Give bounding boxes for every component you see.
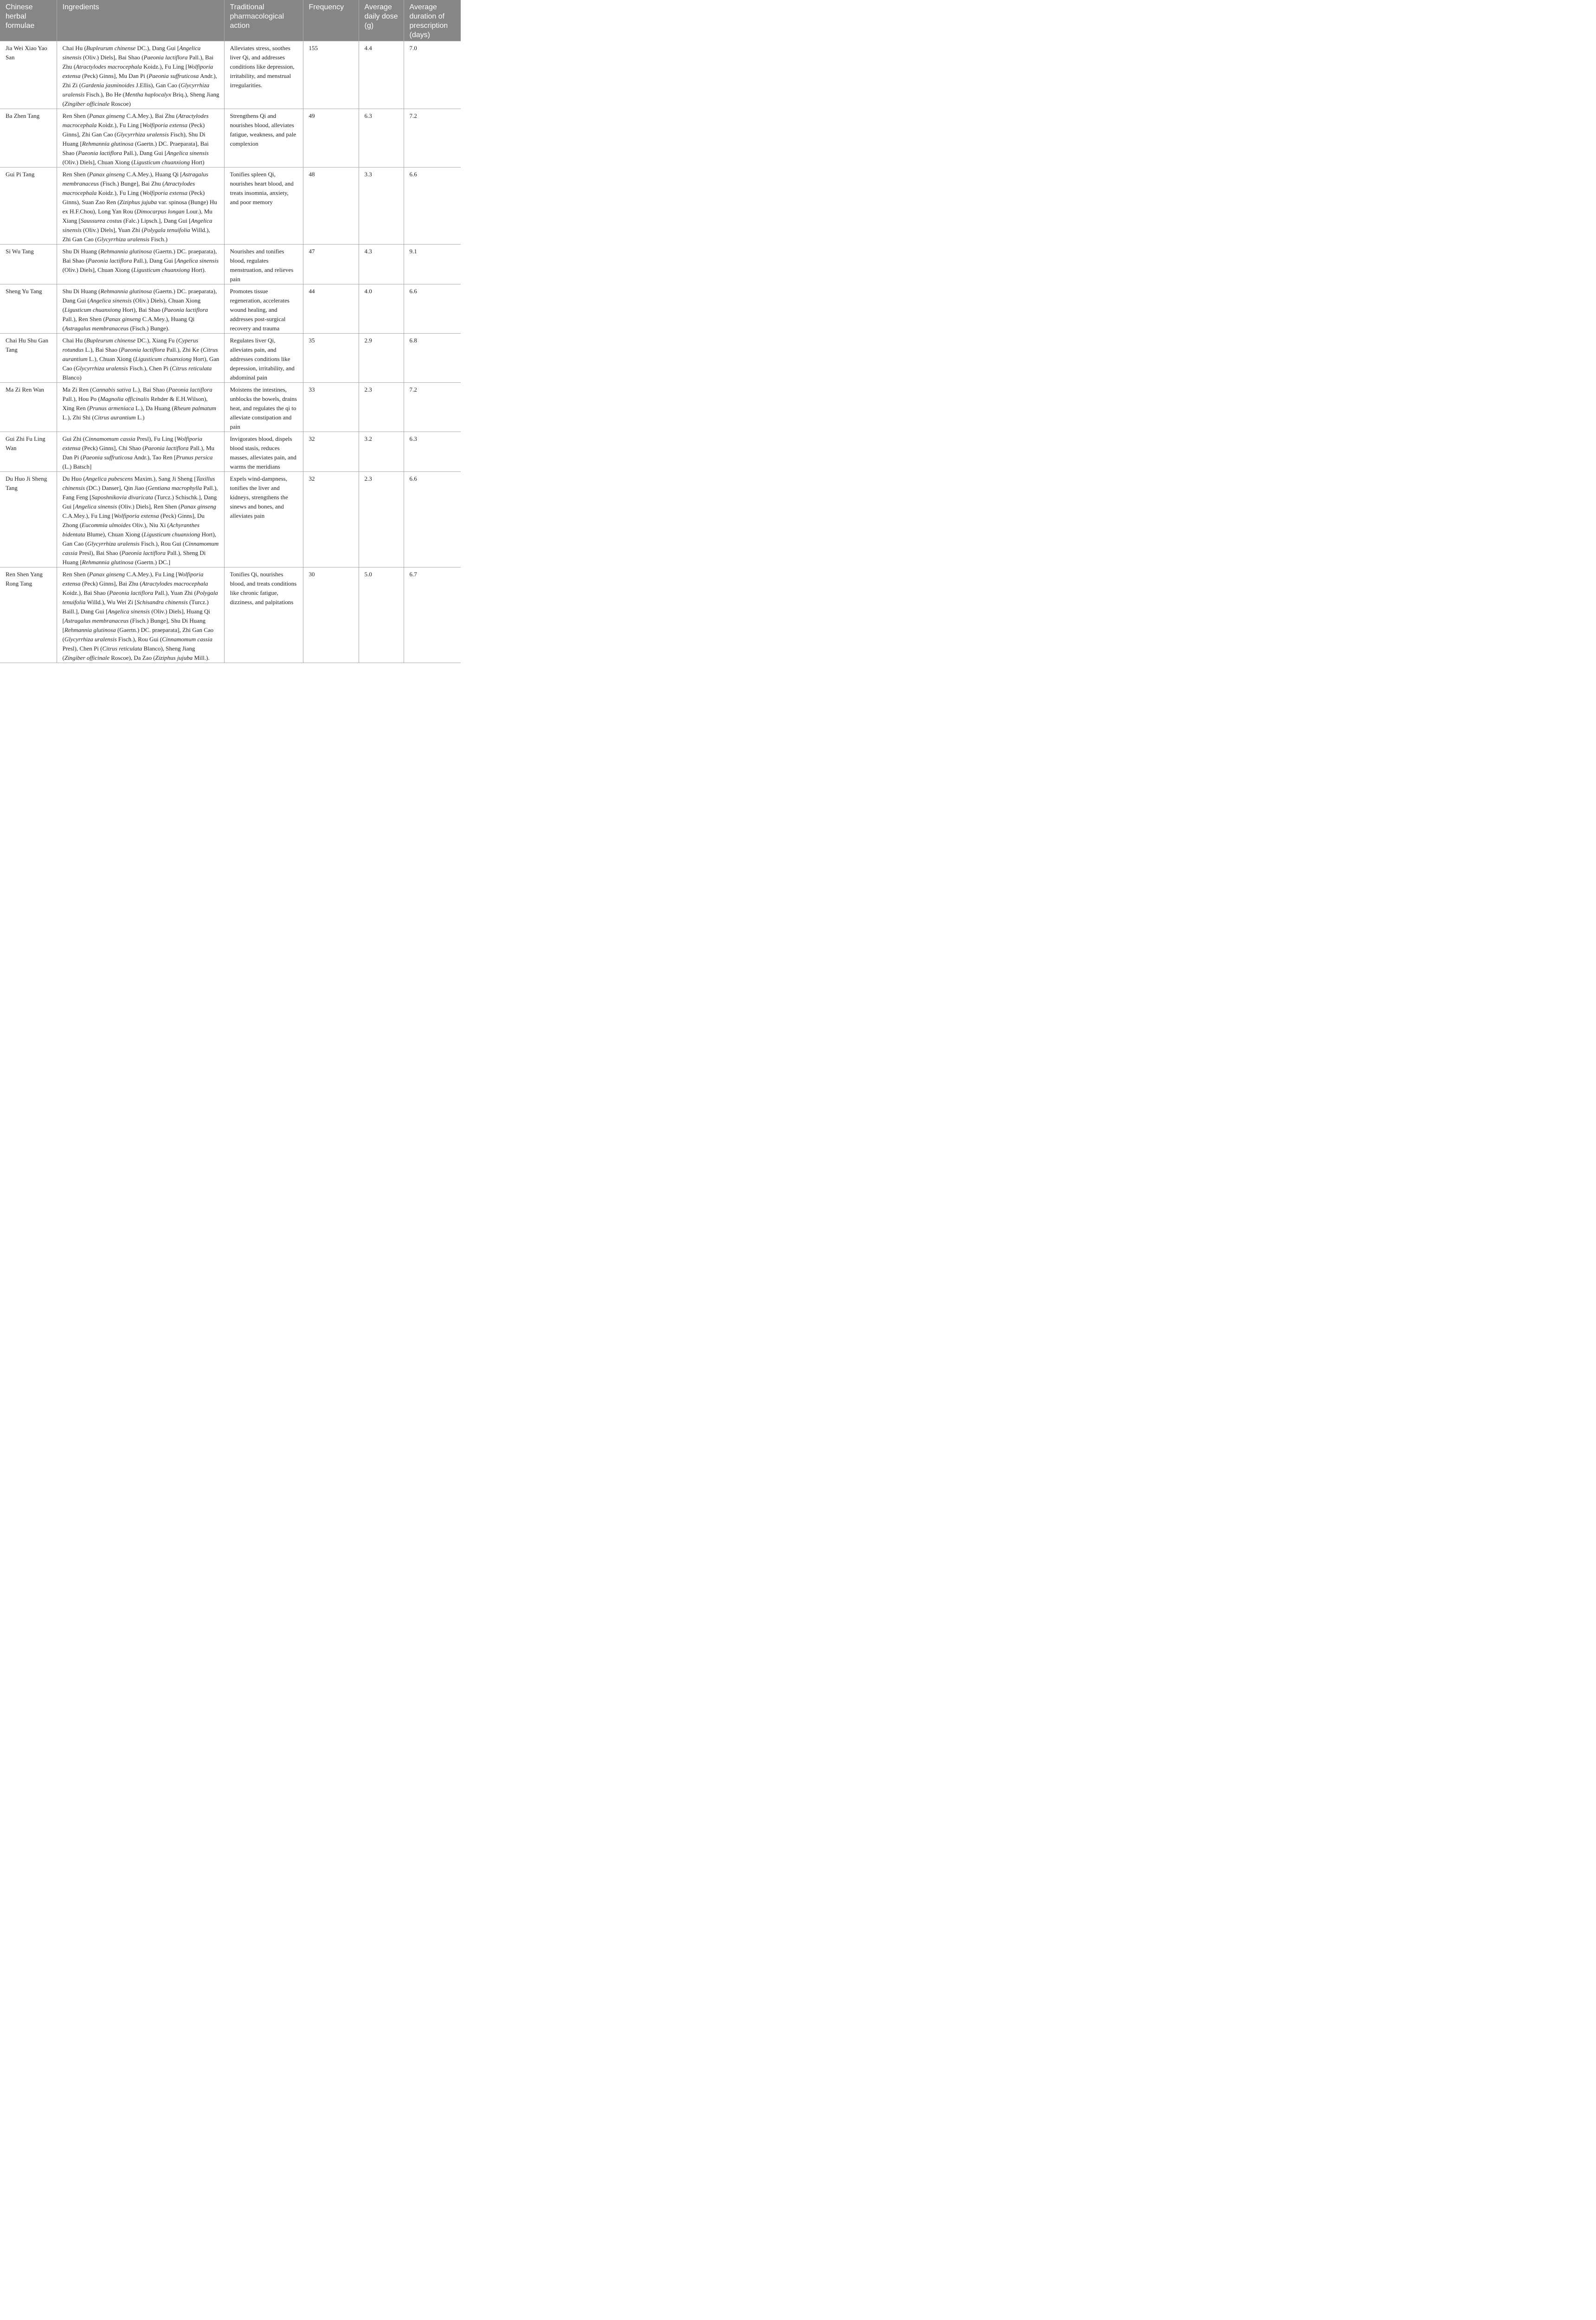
- ingredient-text: C.A.Mey.), Fu Ling [: [125, 571, 178, 578]
- species-name: Angelica sinensis: [176, 257, 219, 264]
- table-row: [0, 41, 461, 109]
- ingredient-text: Chai Hu (: [62, 45, 86, 52]
- table-row: [0, 472, 461, 567]
- ingredient-text: (Turcz.) Schischk.], Dang Gui [: [62, 494, 217, 510]
- species-name: Ziziphus jujuba: [119, 199, 157, 206]
- frequency-cell: 47: [303, 245, 359, 284]
- species-name: Polygala tenuifolia: [62, 589, 218, 606]
- species-name: Atractylodes macrocephala: [76, 63, 142, 70]
- species-name: Citrus reticulata: [102, 645, 142, 652]
- ingredient-text: (L.) Batsch]: [62, 463, 92, 470]
- species-name: Zingiber officinale: [64, 100, 109, 107]
- ingredient-text: Fisch.): [149, 236, 168, 243]
- species-name: Cinnamomum cassia: [62, 540, 219, 556]
- duration-cell: 7.2: [404, 383, 461, 432]
- species-name: Schisandra chinensis: [136, 599, 188, 606]
- ingredient-text: (Gaertn.) DC. praeparata), Dang Gui (: [62, 288, 217, 304]
- action-cell: Expels wind-dampness, tonifies the liver and kidneys, strengthens the sinews and bones, and alleviates pain: [224, 472, 303, 567]
- ingredient-text: (Gaertn.) DC. praeparata], Zhi Gan Cao (: [62, 626, 214, 643]
- species-name: Rheum palmatum: [174, 405, 216, 412]
- ingredient-text: Hort).: [190, 266, 206, 273]
- action-cell: Moistens the intestines, unblocks the bowels, drains heat, and regulates the qi to alleviate constipation and pain: [224, 383, 303, 432]
- formula-name-cell: Chai Hu Shu Gan Tang: [0, 334, 57, 383]
- ingredient-text: Willd.), Wu Wei Zi [: [85, 599, 137, 606]
- ingredient-text: Hort), Bai Shao (: [121, 306, 164, 313]
- species-name: Paeonia lactiflora: [143, 54, 188, 61]
- species-name: Wolfiporia extensa: [62, 435, 202, 451]
- table-body: [0, 41, 461, 663]
- ingredient-text: (Oliv.) Diels], Bai Shao (: [81, 54, 144, 61]
- species-name: Bupleurum chinense: [86, 45, 136, 52]
- daily-dose-cell: 2.3: [359, 472, 404, 567]
- species-name: Glycyrrhiza uralensis: [87, 540, 140, 547]
- species-name: Cyperus rotundus: [62, 337, 199, 353]
- frequency-cell: 33: [303, 383, 359, 432]
- species-name: Rehmannia glutinosa: [82, 559, 134, 566]
- ingredient-text: Shu Di Huang (: [62, 288, 101, 295]
- ingredient-text: Hort), Gan Cao (: [62, 531, 216, 547]
- species-name: Wolfiporia extensa: [114, 512, 159, 519]
- ingredient-text: Hort), Gan Cao (: [62, 355, 219, 372]
- ingredient-text: Fisch.), Rou Gui (: [139, 540, 185, 547]
- ingredient-text: Pall.), Zhi Ke (: [165, 346, 203, 353]
- ingredient-text: Andr.), Zhi Zi (: [62, 72, 217, 89]
- daily-dose-cell: 2.3: [359, 383, 404, 432]
- ingredient-text: Lour.), Mu Xiang [: [62, 208, 212, 224]
- species-name: Panax ginseng: [89, 171, 125, 178]
- ingredient-text: (Gaertn.) DC. Praeparata], Bai Shao (: [62, 140, 209, 156]
- ingredient-text: (Oliv.) Diels], Huang Qi [: [62, 608, 210, 624]
- table-row: [0, 567, 461, 663]
- ingredient-text: L.), Zhi Shi (: [62, 414, 94, 421]
- ingredient-text: Mill.).: [193, 654, 210, 661]
- species-name: Cinnamomum cassia: [162, 636, 212, 643]
- species-name: Zingiber officinale: [64, 654, 109, 661]
- species-name: Angelica pubescens: [85, 475, 133, 482]
- species-name: Paeonia lactiflora: [121, 549, 166, 556]
- column-header-daily-dose: Average daily dose (g): [359, 0, 404, 41]
- species-name: Magnolia officinalis: [100, 395, 149, 402]
- ingredient-text: (Turcz.) Baill.], Dang Gui [: [62, 599, 209, 615]
- species-name: Ligusticum chuanxiong: [133, 266, 190, 273]
- ingredient-text: Pall.), Mu Dan Pi (: [62, 445, 215, 461]
- ingredient-text: (Gaertn.) DC. praeparata), Bai Shao (: [62, 248, 217, 264]
- column-header-formula: Chinese herbal formulae: [0, 0, 57, 41]
- action-cell: Tonifies Qi, nourishes blood, and treats conditions like chronic fatigue, dizziness, and palpitations: [224, 567, 303, 663]
- species-name: Gardenia jasminoides: [81, 82, 135, 89]
- column-header-action: Traditional pharmacological action: [224, 0, 303, 41]
- duration-cell: 6.7: [404, 567, 461, 663]
- ingredients-cell: [57, 168, 224, 245]
- table-row: [0, 109, 461, 168]
- ingredient-text: (Oliv.) Diels], Ren Shen (: [117, 503, 180, 510]
- ingredient-text: C.A.Mey.), Fu Ling [: [62, 512, 114, 519]
- ingredient-text: Koidz.), Bai Shao (: [62, 589, 109, 596]
- species-name: Ligusticum chuanxiong: [135, 355, 192, 362]
- species-name: Ziziphus jujuba: [155, 654, 193, 661]
- formula-name-cell: Sheng Yu Tang: [0, 284, 57, 334]
- ingredient-text: Fisch.), Chen Pi (: [128, 365, 172, 372]
- species-name: Ligusticum chuanxiong: [143, 531, 200, 538]
- duration-cell: 6.6: [404, 472, 461, 567]
- ingredient-text: C.A.Mey.), Huang Qi [: [125, 171, 182, 178]
- ingredient-text: Pall.), Sheng Di Huang [: [62, 549, 206, 566]
- ingredient-text: (Peck) Ginns), Suan Zao Ren (: [62, 189, 205, 206]
- duration-cell: 6.6: [404, 168, 461, 245]
- formula-name-cell: Jia Wei Xiao Yao San: [0, 41, 57, 109]
- duration-cell: 7.2: [404, 109, 461, 168]
- table-row: [0, 334, 461, 383]
- ingredient-text: Hort): [190, 159, 205, 166]
- ingredient-text: var. spinosa (Bunge) Hu ex H.F.Chou), Long Yan Rou (: [62, 199, 217, 215]
- ingredient-text: Blanco): [62, 374, 82, 381]
- ingredient-text: Presl), Chen Pi (: [62, 645, 103, 652]
- ingredients-cell: [57, 383, 224, 432]
- species-name: Panax ginseng: [105, 316, 141, 322]
- species-name: Paeonia lactiflora: [168, 386, 212, 393]
- duration-cell: 9.1: [404, 245, 461, 284]
- daily-dose-cell: 5.0: [359, 567, 404, 663]
- formula-name-cell: Du Huo Ji Sheng Tang: [0, 472, 57, 567]
- ingredient-text: Roscoe): [109, 100, 131, 107]
- action-cell: Alleviates stress, soothes liver Qi, and addresses conditions like depression, irritability, and menstrual irregularities.: [224, 41, 303, 109]
- ingredient-text: L.), Da Huang (: [134, 405, 174, 412]
- ingredient-text: C.A.Mey.), Bai Zhu (: [125, 112, 178, 119]
- ingredient-text: Presl), Fu Ling [: [135, 435, 177, 442]
- ingredient-text: Briq.), Sheng Jiang (: [62, 91, 219, 107]
- ingredients-cell: [57, 334, 224, 383]
- species-name: Polygala tenuifolia: [143, 226, 190, 233]
- frequency-cell: 155: [303, 41, 359, 109]
- ingredient-text: Oliv.), Niu Xi (: [130, 522, 169, 528]
- ingredient-text: DC.), Xiang Fu (: [135, 337, 179, 344]
- ingredient-text: Ren Shen (: [62, 112, 90, 119]
- ingredient-text: (Oliv.) Diels), Chuan Xiong (: [62, 297, 201, 313]
- species-name: Glycyrrhiza uralensis: [64, 636, 117, 643]
- species-name: Citrus reticulata: [172, 365, 212, 372]
- ingredient-text: (Gaertn.) DC.]: [133, 559, 171, 566]
- species-name: Glycyrrhiza uralensis: [62, 82, 210, 98]
- species-name: Paeonia lactiflora: [109, 589, 154, 596]
- ingredient-text: (DC.) Danser], Qin Jiao (: [84, 484, 148, 491]
- ingredient-text: L.), Chuan Xiong (: [87, 355, 135, 362]
- species-name: Rehmannia glutinosa: [82, 140, 134, 147]
- ingredient-text: Gui Zhi (: [62, 435, 85, 442]
- species-name: Paeonia lactiflora: [88, 257, 132, 264]
- ingredient-text: Presl), Bai Shao (: [77, 549, 122, 556]
- ingredient-text: L.), Bai Shao (: [84, 346, 121, 353]
- formula-name-cell: Ren Shen Yang Rong Tang: [0, 567, 57, 663]
- ingredient-text: (Fisch.) Bunge).: [129, 325, 170, 332]
- daily-dose-cell: 4.3: [359, 245, 404, 284]
- frequency-cell: 49: [303, 109, 359, 168]
- ingredient-text: (Peck) Ginns], Zhi Gan Cao (: [62, 122, 205, 138]
- action-cell: Nourishes and tonifies blood, regulates menstruation, and relieves pain: [224, 245, 303, 284]
- species-name: Ligusticum chuanxiong: [133, 159, 190, 166]
- table-row: [0, 284, 461, 334]
- formula-name-cell: Ma Zi Ren Wan: [0, 383, 57, 432]
- species-name: Astragalus membranaceus: [64, 325, 129, 332]
- ingredient-text: Pall.), Ren Shen (: [62, 316, 105, 322]
- ingredients-cell: [57, 41, 224, 109]
- frequency-cell: 30: [303, 567, 359, 663]
- species-name: Citrus aurantium: [94, 414, 136, 421]
- daily-dose-cell: 3.2: [359, 432, 404, 472]
- formula-name-cell: Gui Pi Tang: [0, 168, 57, 245]
- table-row: [0, 168, 461, 245]
- ingredient-text: Blume), Chuan Xiong (: [85, 531, 144, 538]
- ingredient-text: Pall.), Yuan Zhi (: [153, 589, 196, 596]
- ingredient-text: Ren Shen (: [62, 571, 90, 578]
- ingredient-text: Rehder & E.H.Wilson), Xing Ren (: [62, 395, 208, 412]
- ingredient-text: J.Ellis), Gan Cao (: [134, 82, 181, 89]
- action-cell: Regulates liver Qi, alleviates pain, and addresses conditions like depression, irritability, and abdominal pain: [224, 334, 303, 383]
- ingredient-text: Fisch.), Bo He (: [84, 91, 125, 98]
- species-name: Wolfiporia extensa: [62, 63, 213, 79]
- table-row: [0, 432, 461, 472]
- ingredient-text: L.), Bai Shao (: [131, 386, 168, 393]
- species-name: Mentha haplocalyx: [124, 91, 171, 98]
- ingredient-text: (Fisch.) Bunge], Bai Zhu (: [99, 180, 165, 187]
- species-name: Cinnamomum cassia: [84, 435, 135, 442]
- ingredient-text: Fisch.), Rou Gui (: [116, 636, 162, 643]
- ingredients-cell: [57, 432, 224, 472]
- species-name: Wolfiporia extensa: [142, 122, 187, 129]
- species-name: Glycyrrhiza uralensis: [76, 365, 128, 372]
- ingredients-cell: [57, 109, 224, 168]
- action-cell: Promotes tissue regeneration, accelerates wound healing, and addresses post-surgical recovery and trauma: [224, 284, 303, 334]
- species-name: Dimocarpus longan: [136, 208, 185, 215]
- ingredients-cell: [57, 472, 224, 567]
- daily-dose-cell: 4.4: [359, 41, 404, 109]
- ingredient-text: Willd.), Zhi Gan Cao (: [62, 226, 210, 243]
- ingredient-text: (Oliv.) Diels], Chuan Xiong (: [62, 159, 134, 166]
- species-name: Rehmannia glutinosa: [64, 626, 116, 633]
- ingredient-text: Pall.), Fang Feng [: [62, 484, 218, 501]
- species-name: Atractylodes macrocephala: [142, 580, 208, 587]
- species-name: Saussurea costus: [80, 217, 122, 224]
- species-name: Angelica sinensis: [90, 297, 132, 304]
- header-row: [0, 0, 461, 41]
- species-name: Panax ginseng: [180, 503, 216, 510]
- ingredient-text: Chai Hu (: [62, 337, 86, 344]
- ingredient-text: Shu Di Huang (: [62, 248, 101, 255]
- species-name: Saposhnikovia divaricata: [91, 494, 153, 501]
- species-name: Angelica sinensis: [108, 608, 150, 615]
- ingredients-cell: [57, 245, 224, 284]
- duration-cell: 7.0: [404, 41, 461, 109]
- species-name: Taxillus chinensis: [62, 475, 215, 491]
- species-name: Glycyrrhiza uralensis: [116, 131, 169, 138]
- species-name: Rehmannia glutinosa: [100, 288, 152, 295]
- frequency-cell: 32: [303, 432, 359, 472]
- species-name: Glycyrrhiza uralensis: [97, 236, 150, 243]
- duration-cell: 6.8: [404, 334, 461, 383]
- formula-name-cell: Gui Zhi Fu Ling Wan: [0, 432, 57, 472]
- species-name: Paeonia lactiflora: [144, 445, 189, 451]
- species-name: Eucommia ulmoides: [82, 522, 131, 528]
- species-name: Rehmannia glutinosa: [100, 248, 152, 255]
- ingredient-text: (Peck) Ginns], Mu Dan Pi (: [80, 72, 149, 79]
- species-name: Bupleurum chinense: [86, 337, 136, 344]
- species-name: Citrus aurantium: [62, 346, 218, 362]
- ingredient-text: Ren Shen (: [62, 171, 90, 178]
- ingredient-text: Andr.), Tao Ren [: [132, 454, 176, 461]
- ingredient-text: (Peck) Ginns], Bai Zhu (: [80, 580, 142, 587]
- duration-cell: 6.3: [404, 432, 461, 472]
- species-name: Astragalus membranaceus: [62, 171, 208, 187]
- ingredient-text: Koidz.), Fu Ling [: [97, 122, 142, 129]
- species-name: Atractylodes macrocephala: [62, 180, 195, 196]
- ingredient-text: Fisch), Shu Di Huang [: [62, 131, 206, 147]
- ingredient-text: Koidz.), Fu Ling (: [97, 189, 142, 196]
- ingredient-text: Pall.), Dang Gui [: [132, 257, 177, 264]
- ingredient-text: Roscoe), Da Zao (: [109, 654, 155, 661]
- species-name: Angelica sinensis: [62, 45, 201, 61]
- ingredient-text: Blanco), Sheng Jiang (: [62, 645, 195, 661]
- daily-dose-cell: 3.3: [359, 168, 404, 245]
- ingredient-text: Ma Zi Ren (: [62, 386, 92, 393]
- species-name: Paeonia lactiflora: [121, 346, 165, 353]
- ingredient-text: (Falc.) Lipsch.], Dang Gui [: [122, 217, 191, 224]
- table-row: [0, 383, 461, 432]
- frequency-cell: 48: [303, 168, 359, 245]
- ingredient-text: Maxim.), Sang Ji Sheng [: [133, 475, 196, 482]
- species-name: Cannabis sativa: [92, 386, 131, 393]
- daily-dose-cell: 2.9: [359, 334, 404, 383]
- herbal-formulae-table: [0, 0, 461, 663]
- ingredient-text: DC.), Dang Gui [: [135, 45, 180, 52]
- species-name: Wolfiporia extensa: [142, 189, 187, 196]
- ingredient-text: Koidz.), Fu Ling [: [142, 63, 188, 70]
- daily-dose-cell: 4.0: [359, 284, 404, 334]
- ingredient-text: (Fisch.) Bunge], Shu Di Huang [: [62, 617, 206, 633]
- species-name: Angelica sinensis: [167, 149, 209, 156]
- ingredient-text: Pall.), Dang Gui [: [122, 149, 167, 156]
- species-name: Paeonia suffruticosa: [148, 72, 199, 79]
- column-header-frequency: Frequency: [303, 0, 359, 41]
- ingredient-text: Du Huo (: [62, 475, 85, 482]
- frequency-cell: 32: [303, 472, 359, 567]
- ingredient-text: (Oliv.) Diels], Yuan Zhi (: [81, 226, 144, 233]
- species-name: Paeonia suffruticosa: [82, 454, 133, 461]
- frequency-cell: 35: [303, 334, 359, 383]
- ingredient-text: (Oliv.) Diels], Chuan Xiong (: [62, 266, 134, 273]
- species-name: Ligusticum chuanxiong: [64, 306, 121, 313]
- formula-name-cell: Ba Zhen Tang: [0, 109, 57, 168]
- species-name: Atractylodes macrocephala: [62, 112, 209, 129]
- species-name: Astragalus membranaceus: [64, 617, 129, 624]
- action-cell: Tonifies spleen Qi, nourishes heart blood, and treats insomnia, anxiety, and poor memory: [224, 168, 303, 245]
- species-name: Angelica sinensis: [62, 217, 212, 233]
- species-name: Panax ginseng: [89, 112, 125, 119]
- species-name: Achyranthes bidentata: [62, 522, 200, 538]
- ingredient-text: (Peck) Ginns], Du Zhong (: [62, 512, 205, 528]
- column-header-ingredients: Ingredients: [57, 0, 224, 41]
- species-name: Prunus armeniaca: [89, 405, 134, 412]
- table-row: [0, 245, 461, 284]
- action-cell: Invigorates blood, dispels blood stasis, reduces masses, alleviates pain, and warms the meridians: [224, 432, 303, 472]
- species-name: Gentiana macrophylla: [148, 484, 202, 491]
- species-name: Paeonia lactiflora: [164, 306, 208, 313]
- species-name: Paeonia lactiflora: [78, 149, 122, 156]
- species-name: Wolfiporia extensa: [62, 571, 204, 587]
- ingredient-text: Pall.), Hou Po (: [62, 395, 100, 402]
- ingredient-text: C.A.Mey.), Huang Qi (: [62, 316, 195, 332]
- action-cell: Strengthens Qi and nourishes blood, alleviates fatigue, weakness, and pale complexion: [224, 109, 303, 168]
- ingredients-cell: [57, 284, 224, 334]
- duration-cell: 6.6: [404, 284, 461, 334]
- species-name: Panax ginseng: [89, 571, 125, 578]
- formula-name-cell: Si Wu Tang: [0, 245, 57, 284]
- frequency-cell: 44: [303, 284, 359, 334]
- ingredient-text: Pall.), Bai Zhu (: [62, 54, 214, 70]
- column-header-duration: Average duration of prescription (days): [404, 0, 461, 41]
- ingredients-cell: [57, 567, 224, 663]
- ingredient-text: (Peck) Ginns], Chi Shao (: [80, 445, 145, 451]
- species-name: Prunus persica: [176, 454, 213, 461]
- species-name: Angelica sinensis: [75, 503, 117, 510]
- daily-dose-cell: 6.3: [359, 109, 404, 168]
- ingredient-text: L.): [135, 414, 145, 421]
